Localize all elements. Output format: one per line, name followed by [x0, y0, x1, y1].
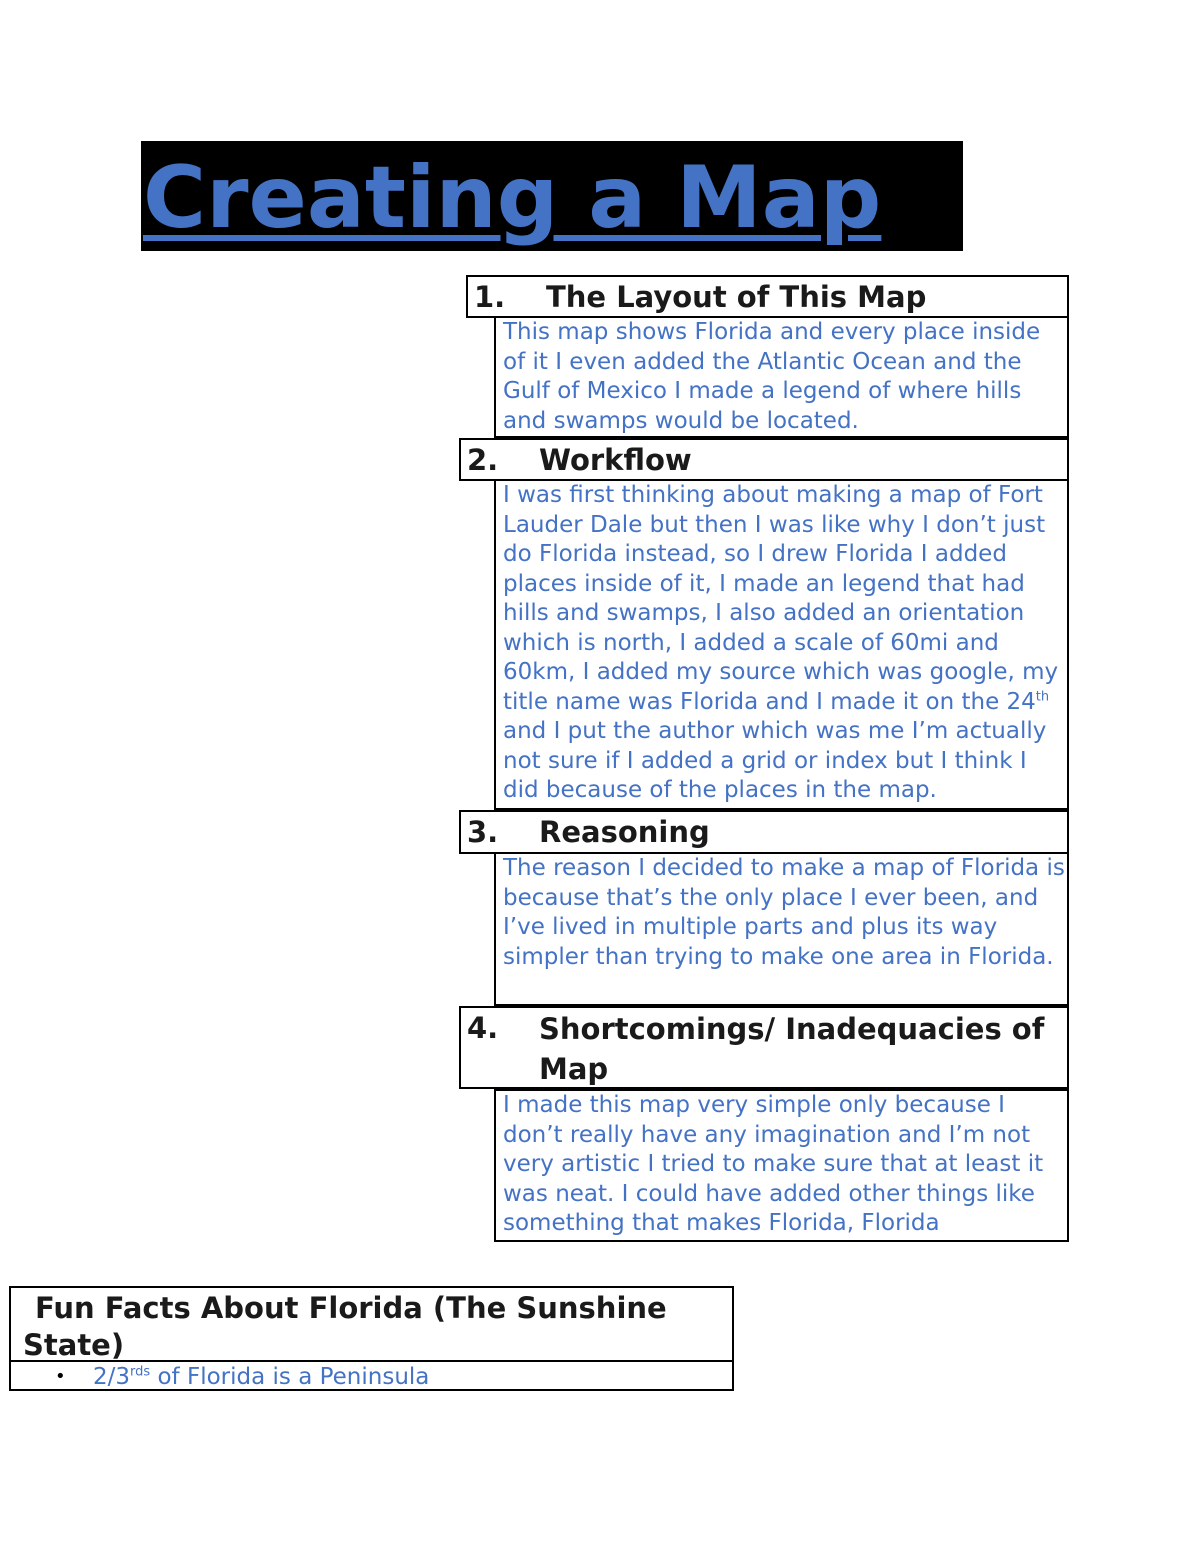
fun-facts-heading: Fun Facts About Florida (The Sunshine State) — [11, 1288, 732, 1362]
section-2-body-text-a: I was first thinking about making a map of Fort Lauder Dale but then I was like why I don’t just do Florida instead, so I drew Florida I added places inside of it, I made an legend that had hills and swamps, I also added an orientation which is north, I added a scale of 60mi and 60km, I added my source which was google, my title name was Florida and I made it on the 24 — [503, 482, 1059, 715]
section-2-body — [494, 481, 1069, 810]
section-4-body: I made this map very simple only because I don’t really have any imagination and I’m not very artistic I tried to make sure that at least it was neat. I could have added other things like something that makes Florida, Florida — [494, 1089, 1069, 1242]
section-2-number: 2. — [467, 443, 499, 477]
section-3-title: Reasoning — [539, 815, 710, 849]
fun-fact-item — [55, 1363, 429, 1391]
page-title: Creating a Map — [143, 148, 882, 248]
fun-fact-sup: rds — [130, 1364, 151, 1380]
section-1-heading — [466, 275, 1069, 318]
section-2-body-text-b: and I put the author which was me I’m actually not sure if I added a grid or index but I think I did because of the places in the map. — [503, 718, 1047, 803]
bullet-icon: • — [55, 1366, 66, 1387]
section-4-title: Shortcomings/ Inadequacies of Map — [539, 1012, 1045, 1086]
section-1-number: 1. — [474, 280, 506, 314]
section-2-body-sup: th — [1035, 688, 1050, 704]
fun-facts-box — [9, 1286, 734, 1391]
section-2-title: Workflow — [539, 443, 692, 477]
section-4-heading — [459, 1006, 1069, 1089]
section-1-title: The Layout of This Map — [546, 280, 927, 314]
section-4-number: 4. — [467, 1011, 499, 1045]
section-1-body: This map shows Florida and every place inside of it I even added the Atlantic Ocean and the Gulf of Mexico I made a legend of where hills and swamps would be located. — [494, 318, 1069, 438]
section-3-number: 3. — [467, 815, 499, 849]
section-2-heading — [459, 438, 1069, 481]
section-3-heading — [459, 810, 1069, 854]
fun-fact-text-a: 2/3 — [93, 1364, 131, 1390]
fun-fact-text-b: of Florida is a Peninsula — [150, 1364, 430, 1390]
section-3-body: The reason I decided to make a map of Florida is because that’s the only place I ever been, and I’ve lived in multiple parts and plus its way simpler than trying to make one area in Florida. — [494, 854, 1069, 1006]
